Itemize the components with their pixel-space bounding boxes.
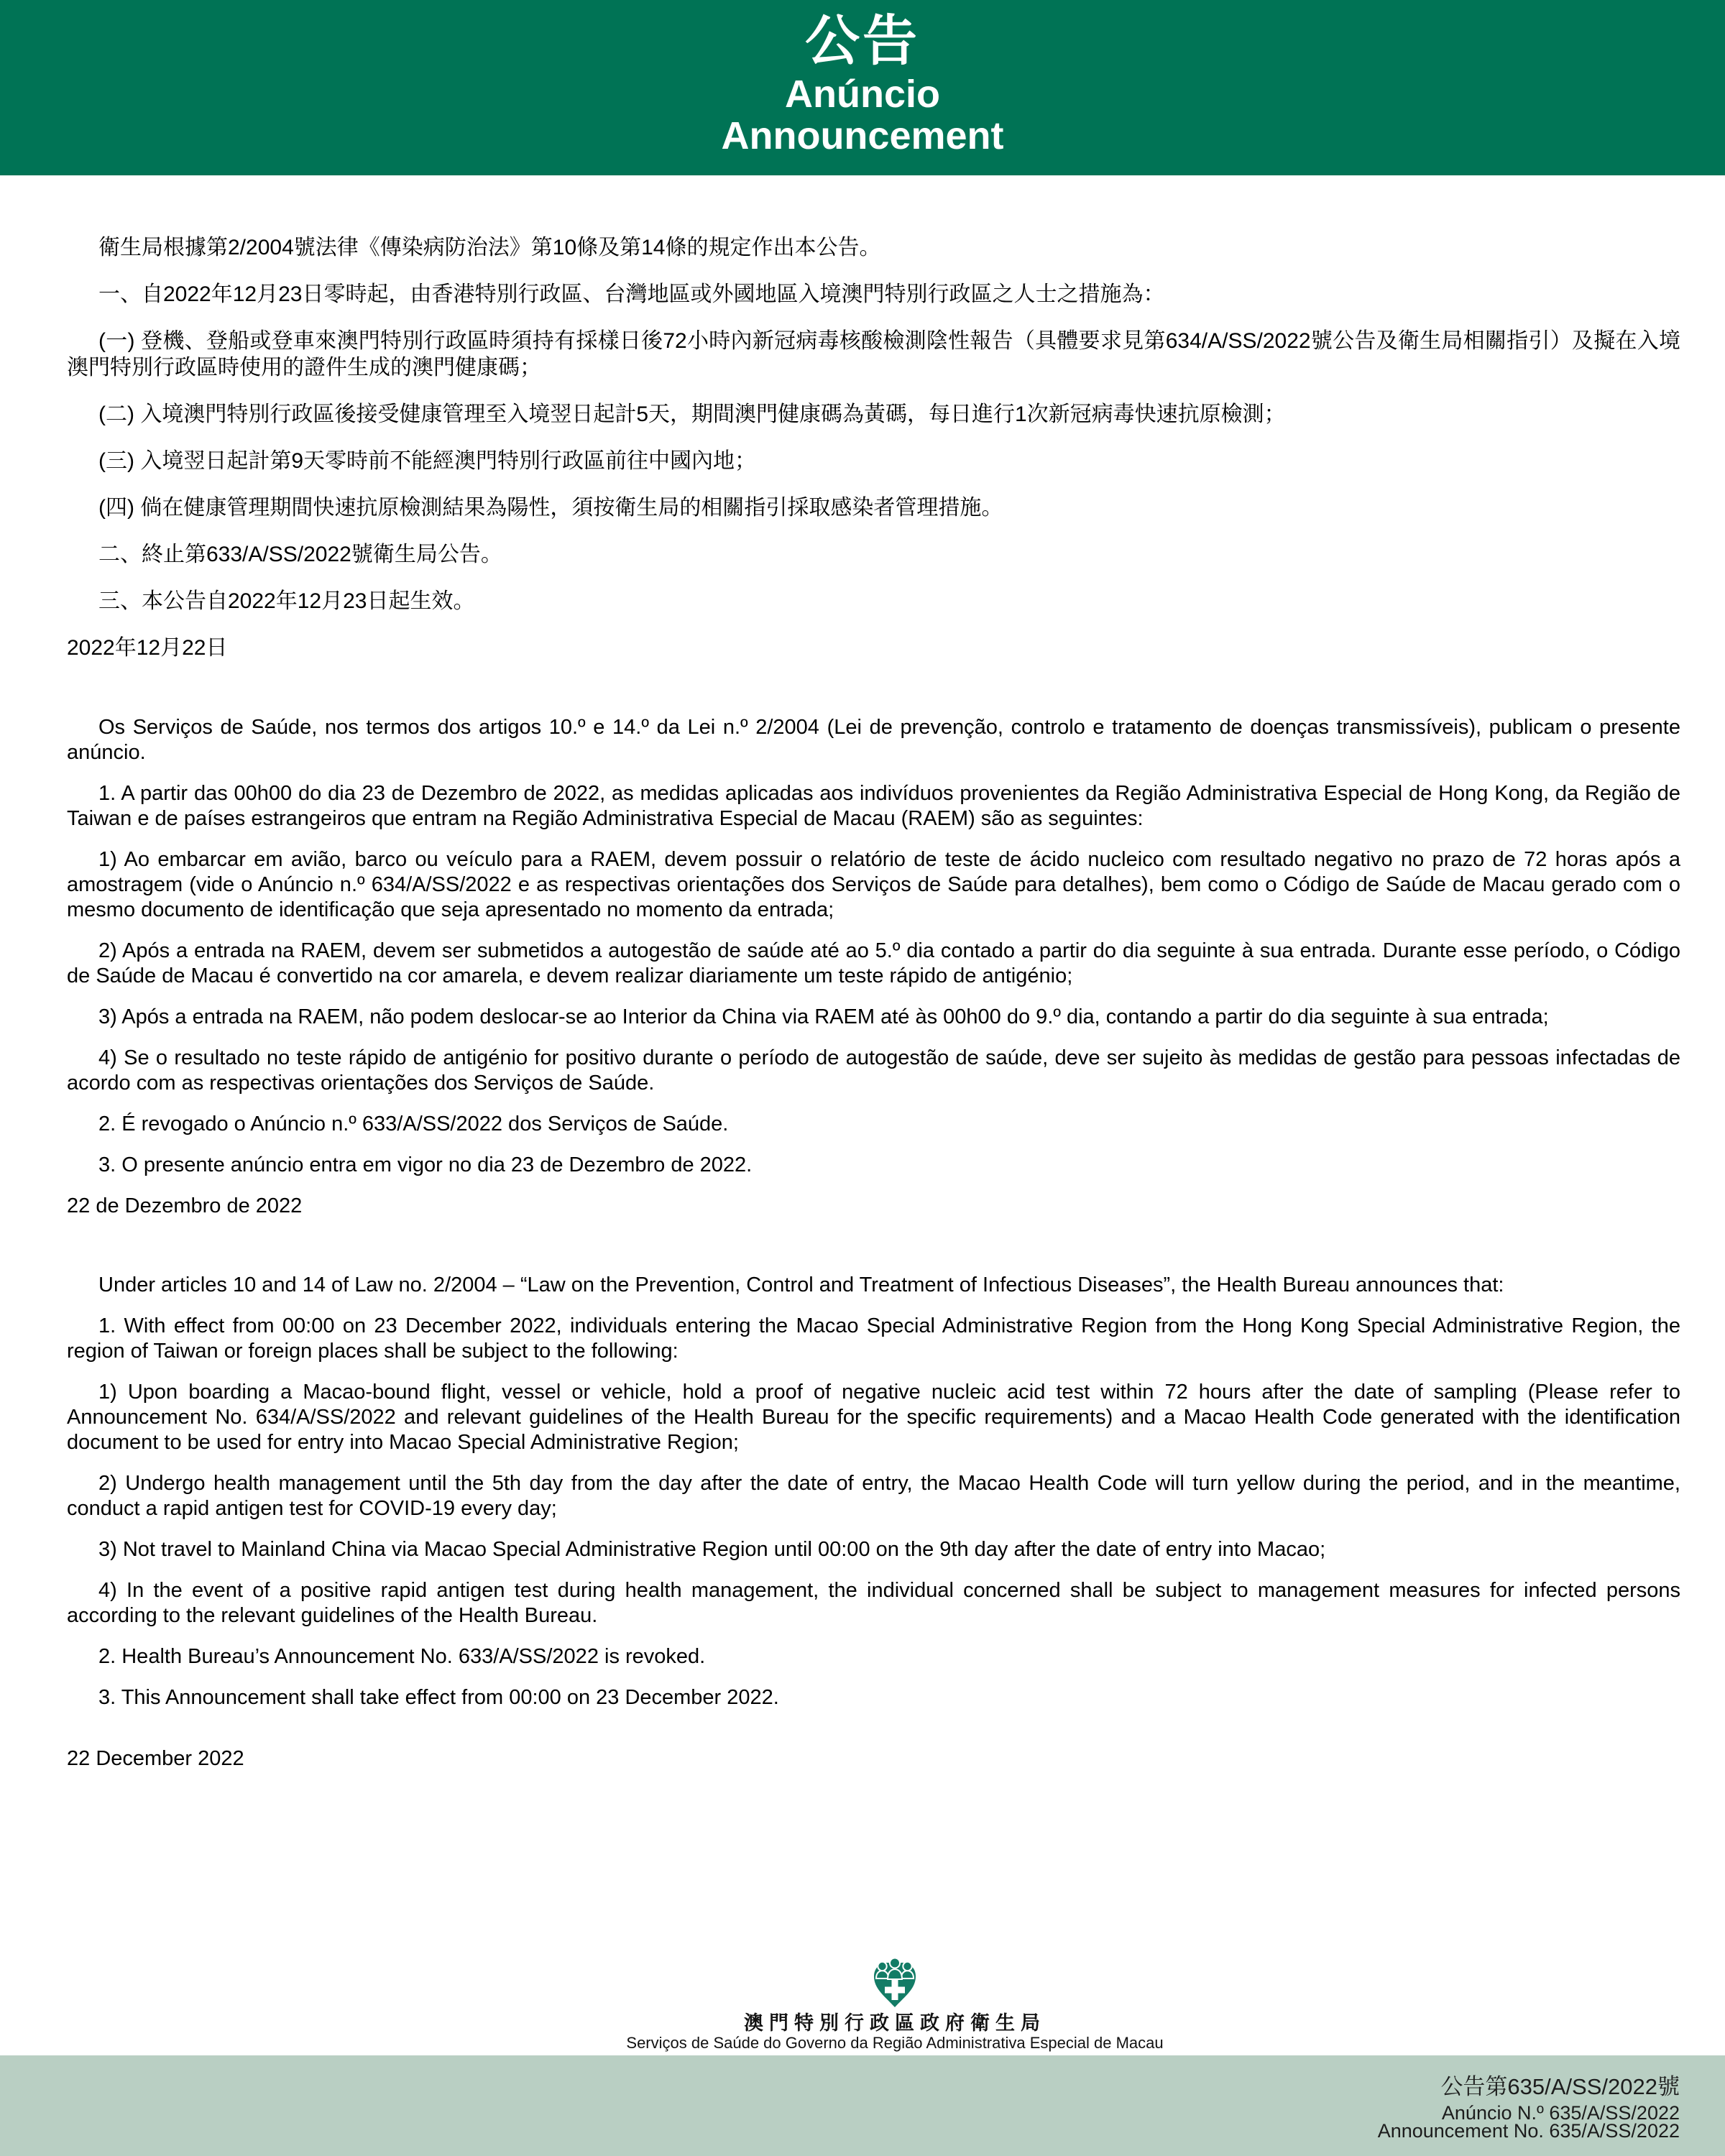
pt-paragraph: 2. É revogado o Anúncio n.º 633/A/SS/2022 dos Serviços de Saúde.	[98, 1112, 729, 1135]
zh-paragraph: (二) 入境澳門特別行政區後接受健康管理至入境翌日起計5天，期間澳門健康碼為黃碼，每日進行1次新冠病毒快速抗原檢測；	[98, 402, 1286, 426]
en-paragraph: Under articles 10 and 14 of Law no. 2/2004 – “Law on the Prevention, Control and Treatment of Infectious Diseases”, the Health Bureau announces that:	[98, 1273, 1504, 1296]
section-english	[67, 1273, 1680, 1772]
pt-paragraph: 1) Ao embarcar em avião, barco ou veículo para a RAEM, devem possuir o relatório de teste de ácido nucleico com resultado negativo no prazo de 72 horas após a amostragem (vide o Anúncio n.º 634/A/SS/2022 e as respectivas orientações dos Serviços de Saúde para detalhes), bem como o Código de Saúde de Macau gerado com o mesmo documento de identificação que seja apresentado no momento da entrada;	[67, 848, 1680, 921]
document-body	[0, 175, 1725, 1772]
zh-paragraph: (四) 倘在健康管理期間快速抗原檢測結果為陽性，須按衛生局的相關指引採取感染者管理措施。	[98, 496, 1003, 520]
org-name-pt: Serviços de Saúde do Governo da Região Administrativa Especial de Macau	[626, 2034, 1164, 2052]
zh-paragraph: (一) 登機、登船或登車來澳門特別行政區時須持有採樣日後72小時內新冠病毒核酸檢測陰性報告（具體要求見第634/A/SS/2022號公告及衛生局相關指引）及擬在入境澳門特別行政區時使用的證件生成的澳門健康碼；	[67, 329, 1680, 379]
pt-paragraph: 2) Após a entrada na RAEM, devem ser submetidos a autogestão de saúde até ao 5.º dia contado a partir do dia seguinte à sua entrada. Durante esse período, o Código de Saúde de Macau é convertido na cor amarela, e devem realizar diariamente um teste rápido de antigénio;	[67, 939, 1680, 987]
zh-paragraph: 衛生局根據第2/2004號法律《傳染病防治法》第10條及第14條的規定作出本公告。	[98, 236, 881, 259]
en-paragraph: 2) Undergo health management until the 5th day from the day after the date of entry, the Macao Health Code will turn yellow during the period, and in the meantime, conduct a rapid antigen test for COVID-19 every day;	[67, 1472, 1680, 1520]
pt-paragraph: 4) Se o resultado no teste rápido de antigénio for positivo durante o período de autogestão de saúde, deve ser sujeito às medidas de gestão para pessoas infectadas de acordo com as respectivas orientações dos Serviços de Saúde.	[67, 1046, 1680, 1095]
page-title-pt: Anúncio	[785, 73, 940, 116]
footer-org	[0, 1958, 1725, 2052]
announcement-number-en: Announcement No. 635/A/SS/2022	[1377, 2120, 1680, 2142]
en-paragraph: 3) Not travel to Mainland China via Macao Special Administrative Region until 00:00 on the 9th day after the date of entry into Macao;	[98, 1538, 1326, 1561]
announcement-number-pt: Anúncio N.º 635/A/SS/2022	[1441, 2102, 1680, 2124]
heart-cross-people-icon	[871, 1958, 919, 2009]
pt-date: 22 de Dezembro de 2022	[67, 1194, 303, 1217]
header-banner	[0, 0, 1725, 175]
pt-paragraph: 3) Após a entrada na RAEM, não podem deslocar-se ao Interior da China via RAEM até às 00h00 do 9.º dia, contando a partir do dia seguinte à sua entrada;	[98, 1005, 1549, 1028]
zh-paragraph: 一、自2022年12月23日零時起，由香港特別行政區、台灣地區或外國地區入境澳門特別行政區之人士之措施為：	[98, 282, 1165, 306]
en-paragraph: 3. This Announcement shall take effect from 00:00 on 23 December 2022.	[98, 1686, 779, 1709]
announcement-number-zh: 公告第635/A/SS/2022號	[1440, 2074, 1680, 2099]
footer-number-bar	[0, 2055, 1725, 2156]
en-paragraph: 1. With effect from 00:00 on 23 December 2022, individuals entering the Macao Special Administrative Region from the Hong Kong Special Administrative Region, the region of Taiwan or foreign places shall be subject to the following:	[67, 1314, 1680, 1363]
pt-paragraph: 1. A partir das 00h00 do dia 23 de Dezembro de 2022, as medidas aplicadas aos indivíduos provenientes da Região Administrativa Especial de Hong Kong, da Região de Taiwan e de países estrangeiros que entram na Região Administrativa Especial de Macau (RAEM) são as seguintes:	[67, 782, 1680, 830]
section-chinese	[67, 234, 1680, 661]
org-name-zh: 澳門特別行政區政府衛生局	[744, 2012, 1046, 2034]
en-paragraph: 4) In the event of a positive rapid antigen test during health management, the individual concerned shall be subject to management measures for infected persons according to the relevant guidelines of the Health Bureau.	[67, 1579, 1680, 1627]
zh-paragraph: (三) 入境翌日起計第9天零時前不能經澳門特別行政區前往中國內地；	[98, 449, 756, 473]
en-date: 22 December 2022	[67, 1747, 244, 1770]
pt-paragraph: 3. O presente anúncio entra em vigor no dia 23 de Dezembro de 2022.	[98, 1153, 753, 1176]
en-paragraph: 2. Health Bureau’s Announcement No. 633/A/SS/2022 is revoked.	[98, 1645, 706, 1668]
zh-date: 2022年12月22日	[67, 636, 228, 660]
zh-paragraph: 二、終止第633/A/SS/2022號衛生局公告。	[98, 543, 502, 566]
en-paragraph: 1) Upon boarding a Macao-bound flight, vessel or vehicle, hold a proof of negative nucleic acid test within 72 hours after the date of sampling (Please refer to Announcement No. 634/A/SS/2022 and relevant guidelines of the Health Bureau for the specific requirements) and a Macao Health Code generated with the identification document to be used for entry into Macao Special Administrative Region;	[67, 1381, 1680, 1454]
section-portuguese	[67, 715, 1680, 1219]
page-title-en: Announcement	[721, 114, 1004, 157]
pt-paragraph: Os Serviços de Saúde, nos termos dos artigos 10.º e 14.º da Lei n.º 2/2004 (Lei de prevenção, controlo e tratamento de doenças transmissíveis), publicam o presente anúncio.	[67, 716, 1680, 764]
zh-paragraph: 三、本公告自2022年12月23日起生效。	[98, 589, 475, 613]
page-title-zh: 公告	[805, 11, 920, 72]
